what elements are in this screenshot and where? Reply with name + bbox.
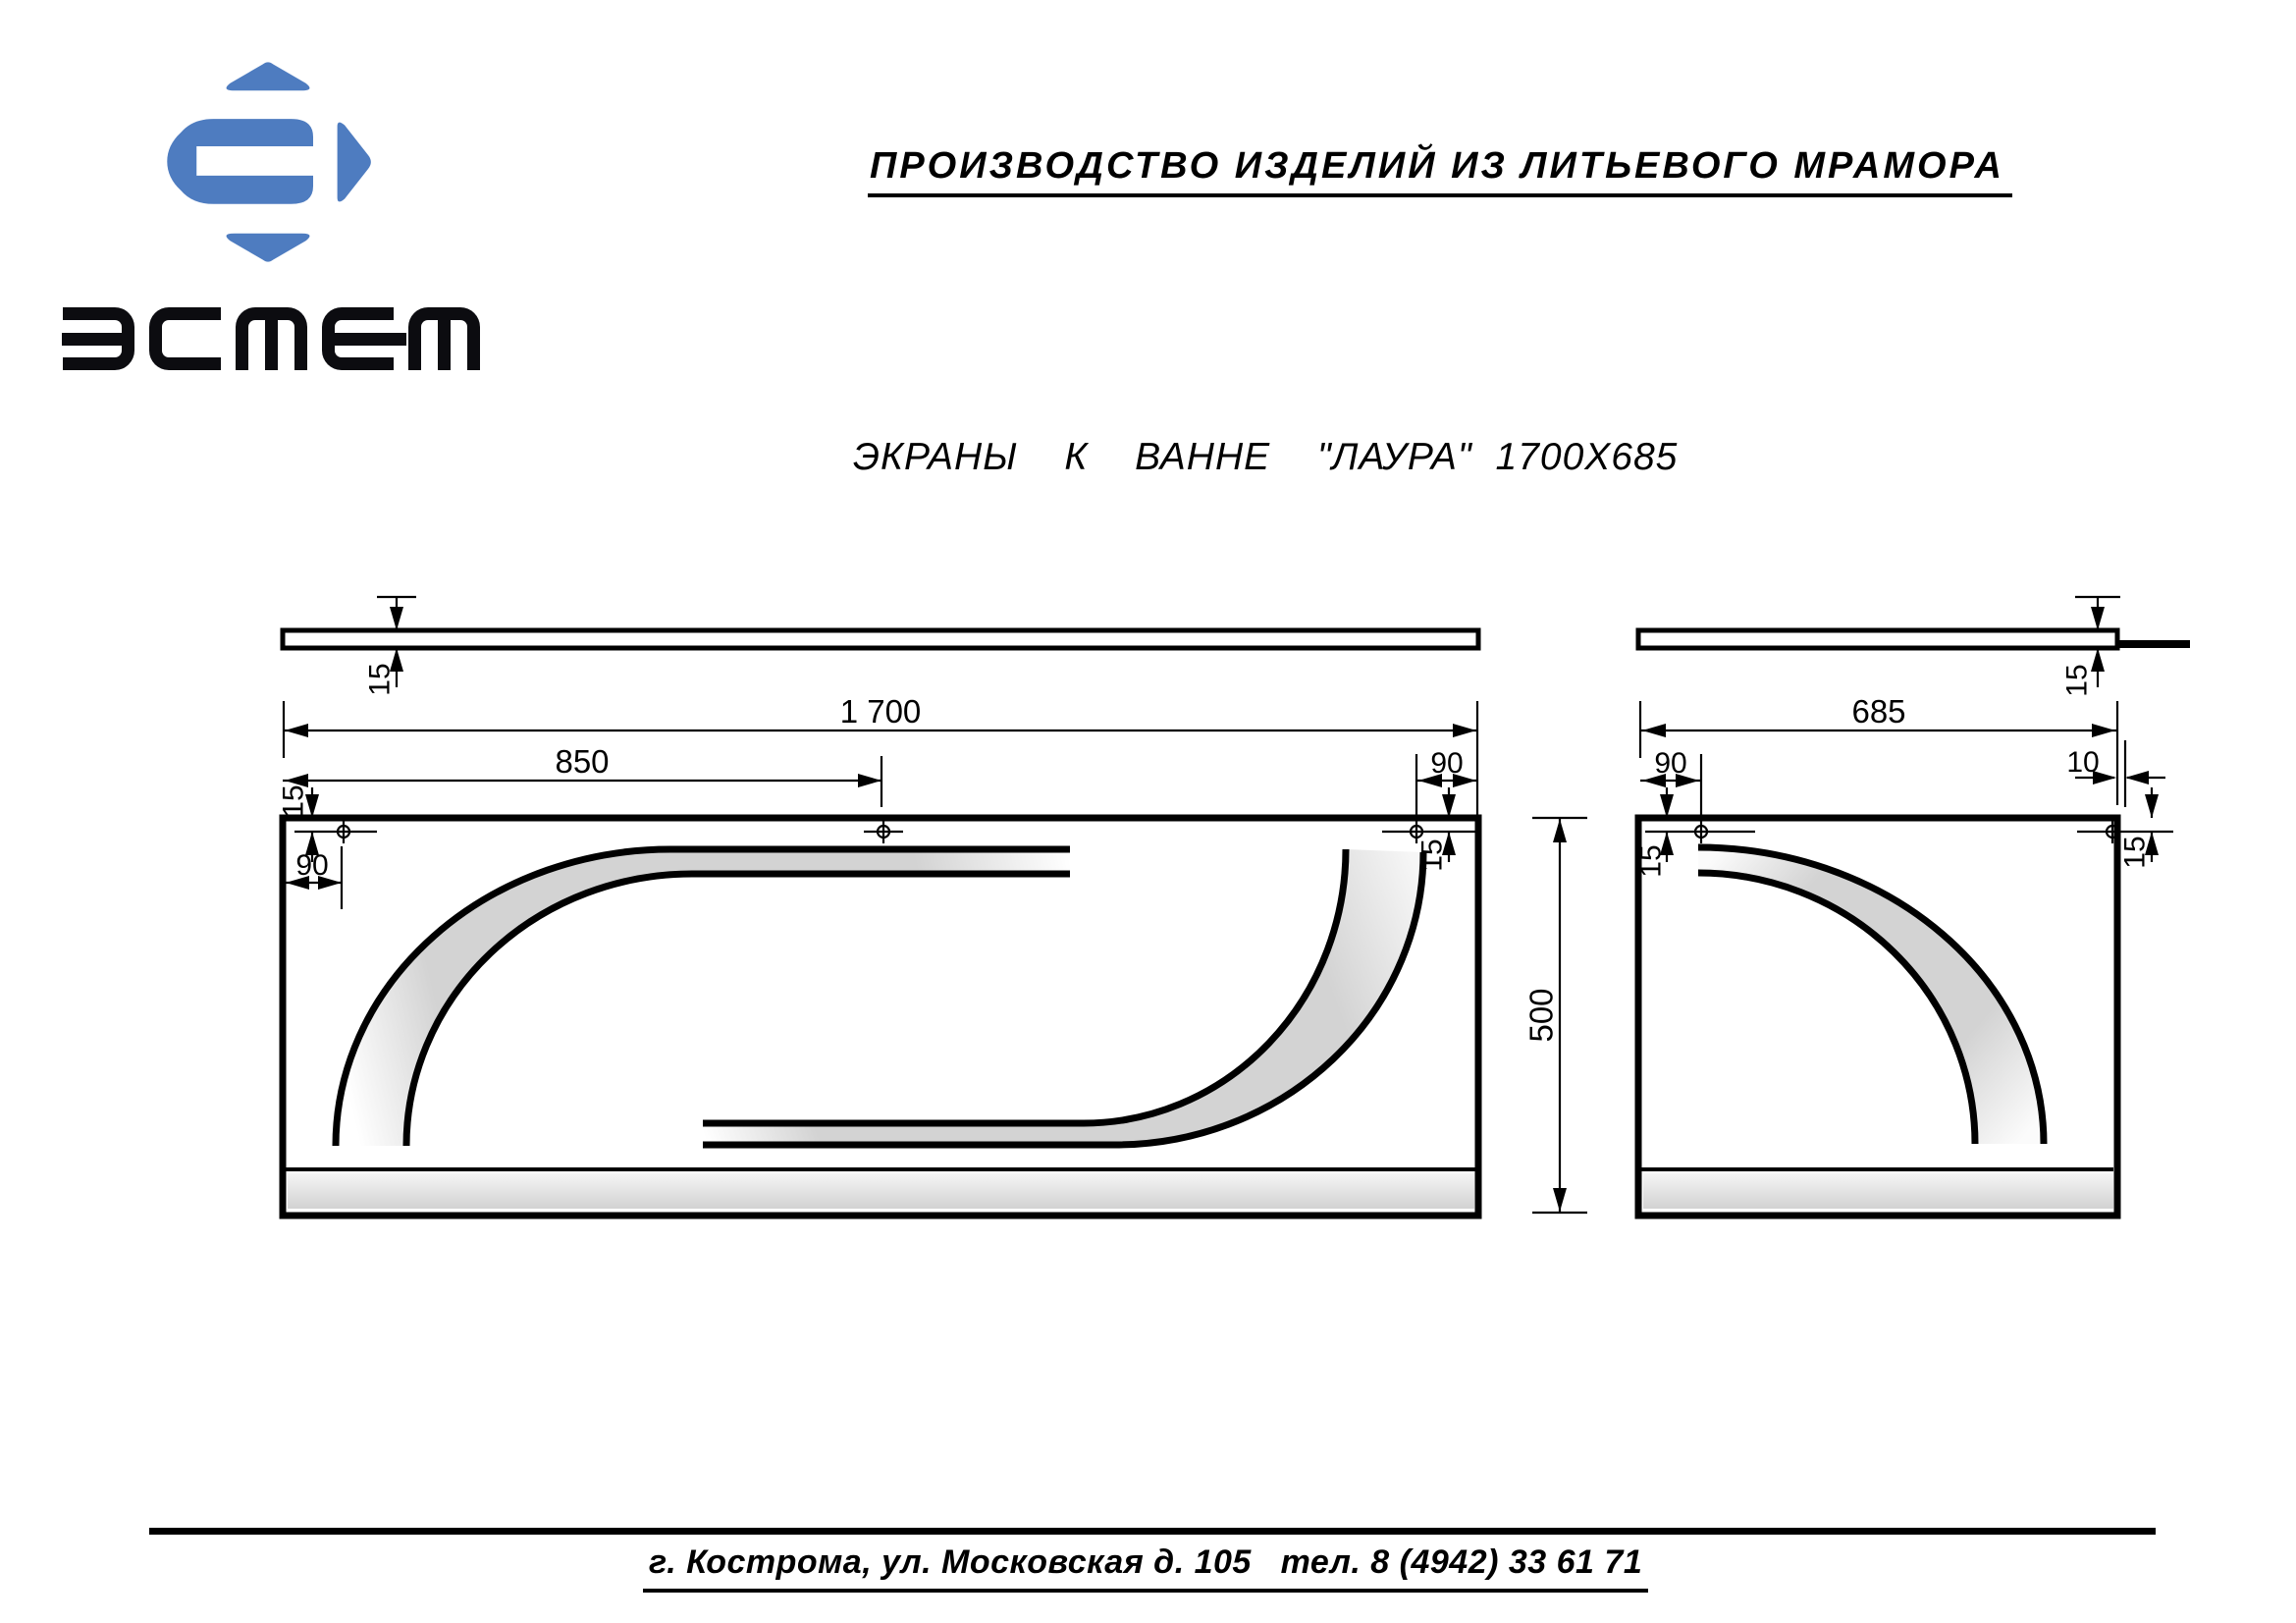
left-panel-top-view: [283, 630, 1478, 648]
dim-right-slab-thickness: 15: [2060, 664, 2094, 697]
dim-left-half-width: 850: [555, 743, 610, 780]
dim-left-hole-right-top: 15: [1415, 839, 1449, 872]
dim-left-hole-top: 15: [277, 784, 310, 818]
left-panel-plinth: [288, 1173, 1474, 1209]
footer-divider: [149, 1528, 2156, 1535]
footer-address: г. Кострома, ул. Московская д. 105 тел. 8 (4942) 33 61 71: [643, 1543, 1648, 1593]
right-panel-top-view: [1638, 630, 2190, 648]
dim-left-hole-right-offset: 90: [1430, 747, 1464, 780]
right-panel-plinth: [1643, 1173, 2113, 1209]
dim-right-hole-right-offset: 10: [2066, 746, 2100, 779]
page-title: ПРОИЗВОДСТВО ИЗДЕЛИЙ ИЗ ЛИТЬЕВОГО МРАМОРА: [868, 145, 2012, 197]
right-panel-front-view: [1638, 818, 2117, 1216]
dim-right-hole-right-top: 15: [2118, 836, 2152, 869]
dim-right-width: 685: [1851, 693, 1906, 730]
dim-right-hole-left-top: 15: [1634, 844, 1668, 878]
left-panel-front-view: [283, 818, 1478, 1216]
dim-right-hole-left-offset: 90: [1654, 747, 1687, 780]
dim-left-width: 1 700: [839, 693, 922, 730]
dim-left-slab-thickness: 15: [363, 663, 397, 696]
dim-panel-height: 500: [1522, 988, 1560, 1043]
dim-left-hole-offset: 90: [295, 849, 329, 882]
drawing-subtitle: ЭКРАНЫ К ВАННЕ "ЛАУРА" 1700Х685: [853, 436, 1679, 478]
